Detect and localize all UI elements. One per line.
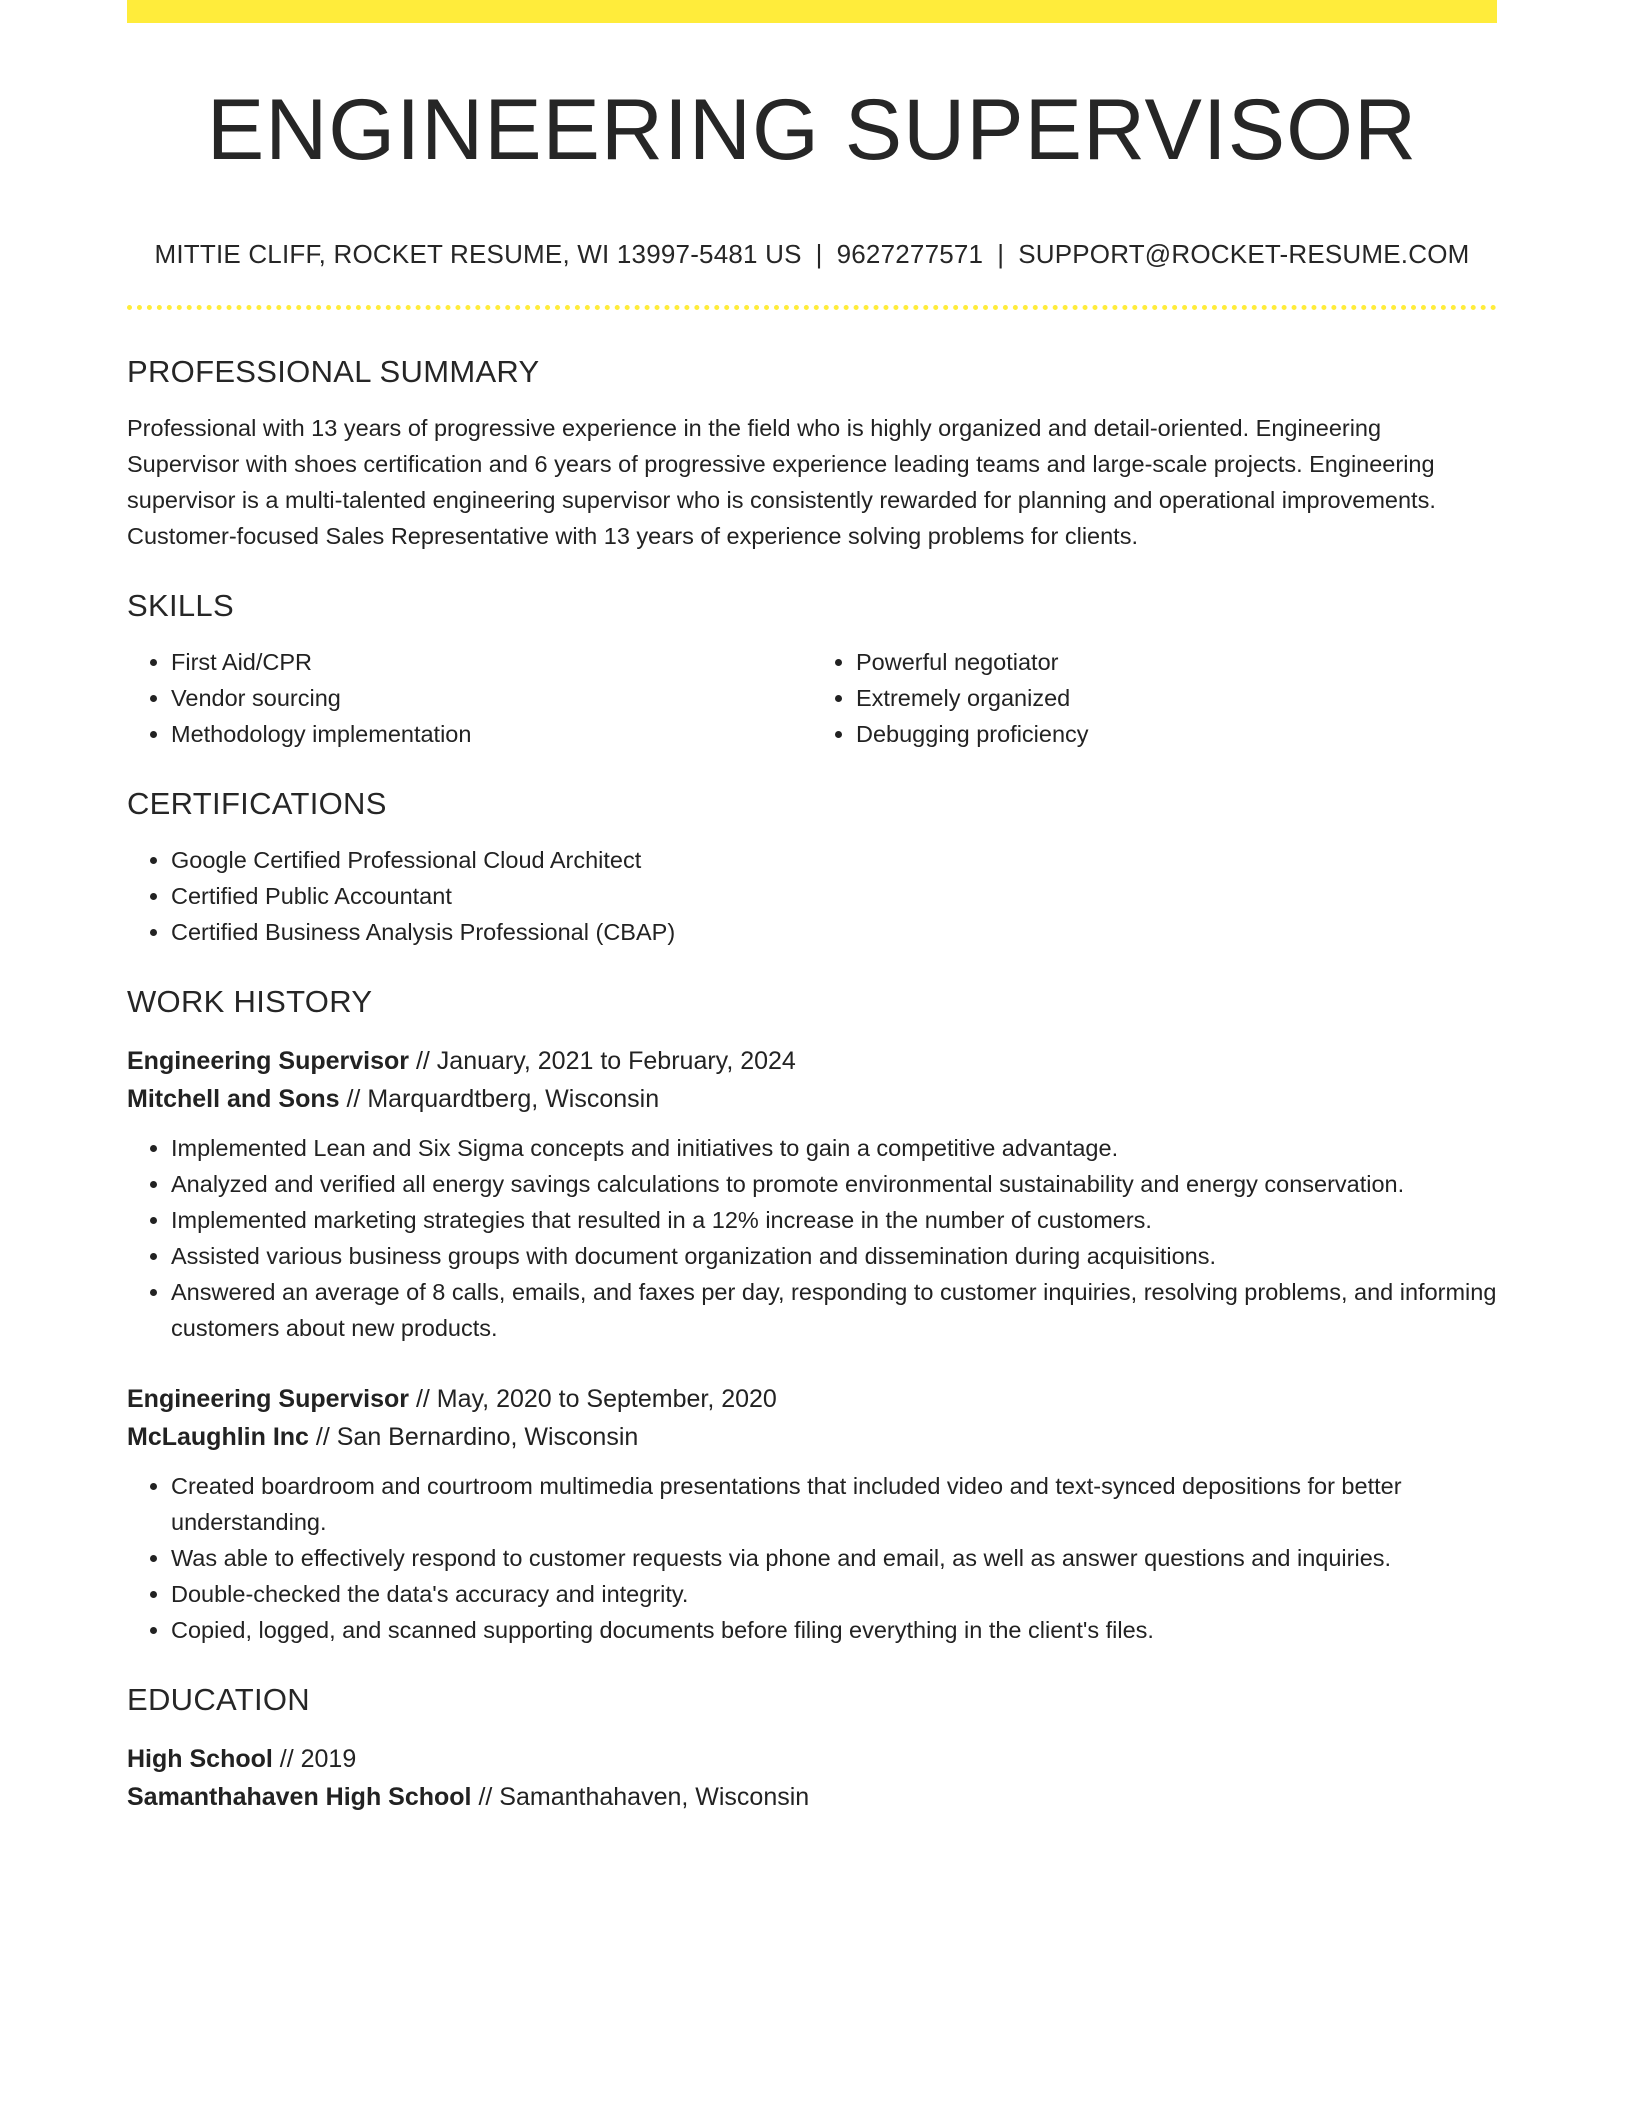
list-item: • Analyzed and verified all energy savings calculations to promote environmental sustainability and energy conservation.	[171, 1166, 1497, 1202]
section-heading: WORK HISTORY	[127, 984, 373, 1019]
list-item: • Methodology implementation	[171, 716, 812, 752]
section-heading: CERTIFICATIONS	[127, 786, 387, 821]
skills-section	[127, 584, 1497, 752]
dotted-divider	[127, 305, 1497, 310]
education-section	[127, 1678, 1497, 1816]
summary-section	[127, 350, 1497, 554]
education-degree-line	[127, 1740, 1497, 1778]
list-item: • Certified Business Analysis Professional (CBAP)	[171, 914, 1497, 950]
job-company-line	[127, 1080, 1497, 1118]
resume-body	[127, 350, 1497, 1816]
job-dates: // May, 2020 to September, 2020	[409, 1385, 777, 1413]
contact-separator: |	[815, 239, 823, 269]
education-year: // 2019	[272, 1745, 357, 1773]
list-item: • Debugging proficiency	[856, 716, 1497, 752]
job-entry	[127, 1042, 1497, 1346]
job-title: Engineering Supervisor	[127, 1047, 410, 1075]
skills-list-right	[812, 644, 1497, 752]
section-heading: EDUCATION	[127, 1682, 310, 1717]
top-accent-bar	[127, 0, 1497, 23]
contact-address: MITTIE CLIFF, ROCKET RESUME, WI 13997-5481 US	[154, 239, 802, 269]
job-title-line	[127, 1380, 1497, 1418]
education-degree: High School	[127, 1745, 273, 1773]
list-item: • Answered an average of 8 calls, emails, and faxes per day, responding to customer inquiries, resolving problems, and informing customers about new products.	[171, 1274, 1497, 1346]
job-company-line	[127, 1418, 1497, 1456]
certifications-list	[127, 842, 1497, 950]
education-location: // Samanthahaven, Wisconsin	[471, 1783, 810, 1811]
list-item: • Copied, logged, and scanned supporting documents before filing everything in the client's files.	[171, 1612, 1497, 1648]
contact-line	[127, 236, 1497, 272]
section-heading: SKILLS	[127, 588, 234, 623]
list-item: • First Aid/CPR	[171, 644, 812, 680]
education-school-line	[127, 1778, 1497, 1816]
list-item: • Certified Public Accountant	[171, 878, 1497, 914]
list-item: • Extremely organized	[856, 680, 1497, 716]
list-item: • Created boardroom and courtroom multimedia presentations that included video and text-synced depositions for better understanding.	[171, 1468, 1497, 1540]
job-bullets	[127, 1130, 1497, 1346]
summary-text: Professional with 13 years of progressive experience in the field who is highly organized and detail-oriented. Engineering Supervisor with shoes certification and 6 years of progressive experience leading teams and large-scale projects. Engineering supervisor is a multi-talented engineering supervisor who is consistently rewarded for planning and operational improvements. Customer-focused Sales Representative with 13 years of experience solving problems for clients.	[127, 415, 1436, 549]
list-item: • Implemented Lean and Six Sigma concepts and initiatives to gain a competitive advantage.	[171, 1130, 1497, 1166]
job-location: // Marquardtberg, Wisconsin	[339, 1085, 660, 1113]
skills-list-left	[127, 644, 812, 752]
contact-separator: |	[997, 239, 1005, 269]
contact-email: SUPPORT@ROCKET-RESUME.COM	[1018, 239, 1470, 269]
list-item: • Vendor sourcing	[171, 680, 812, 716]
list-item: • Google Certified Professional Cloud Architect	[171, 842, 1497, 878]
job-title-line	[127, 1042, 1497, 1080]
job-company: Mitchell and Sons	[127, 1085, 340, 1113]
skills-columns	[127, 628, 1497, 752]
contact-phone: 9627277571	[836, 239, 984, 269]
education-school: Samanthahaven High School	[127, 1783, 472, 1811]
list-item: • Assisted various business groups with document organization and dissemination during acquisitions.	[171, 1238, 1497, 1274]
list-item: • Implemented marketing strategies that resulted in a 12% increase in the number of customers.	[171, 1202, 1497, 1238]
list-item: • Powerful negotiator	[856, 644, 1497, 680]
job-location: // San Bernardino, Wisconsin	[308, 1423, 639, 1451]
work-history-section	[127, 980, 1497, 1648]
job-company: McLaughlin Inc	[127, 1423, 309, 1451]
job-entry	[127, 1380, 1497, 1648]
list-item: • Double-checked the data's accuracy and integrity.	[171, 1576, 1497, 1612]
job-dates: // January, 2021 to February, 2024	[409, 1047, 796, 1075]
job-title: Engineering Supervisor	[127, 1385, 410, 1413]
job-bullets	[127, 1468, 1497, 1648]
list-item: • Was able to effectively respond to customer requests via phone and email, as well as answer questions and inquiries.	[171, 1540, 1497, 1576]
education-entry	[127, 1740, 1497, 1816]
resume-title: ENGINEERING SUPERVISOR	[206, 82, 1418, 178]
certifications-section	[127, 782, 1497, 950]
section-heading: PROFESSIONAL SUMMARY	[127, 354, 540, 389]
